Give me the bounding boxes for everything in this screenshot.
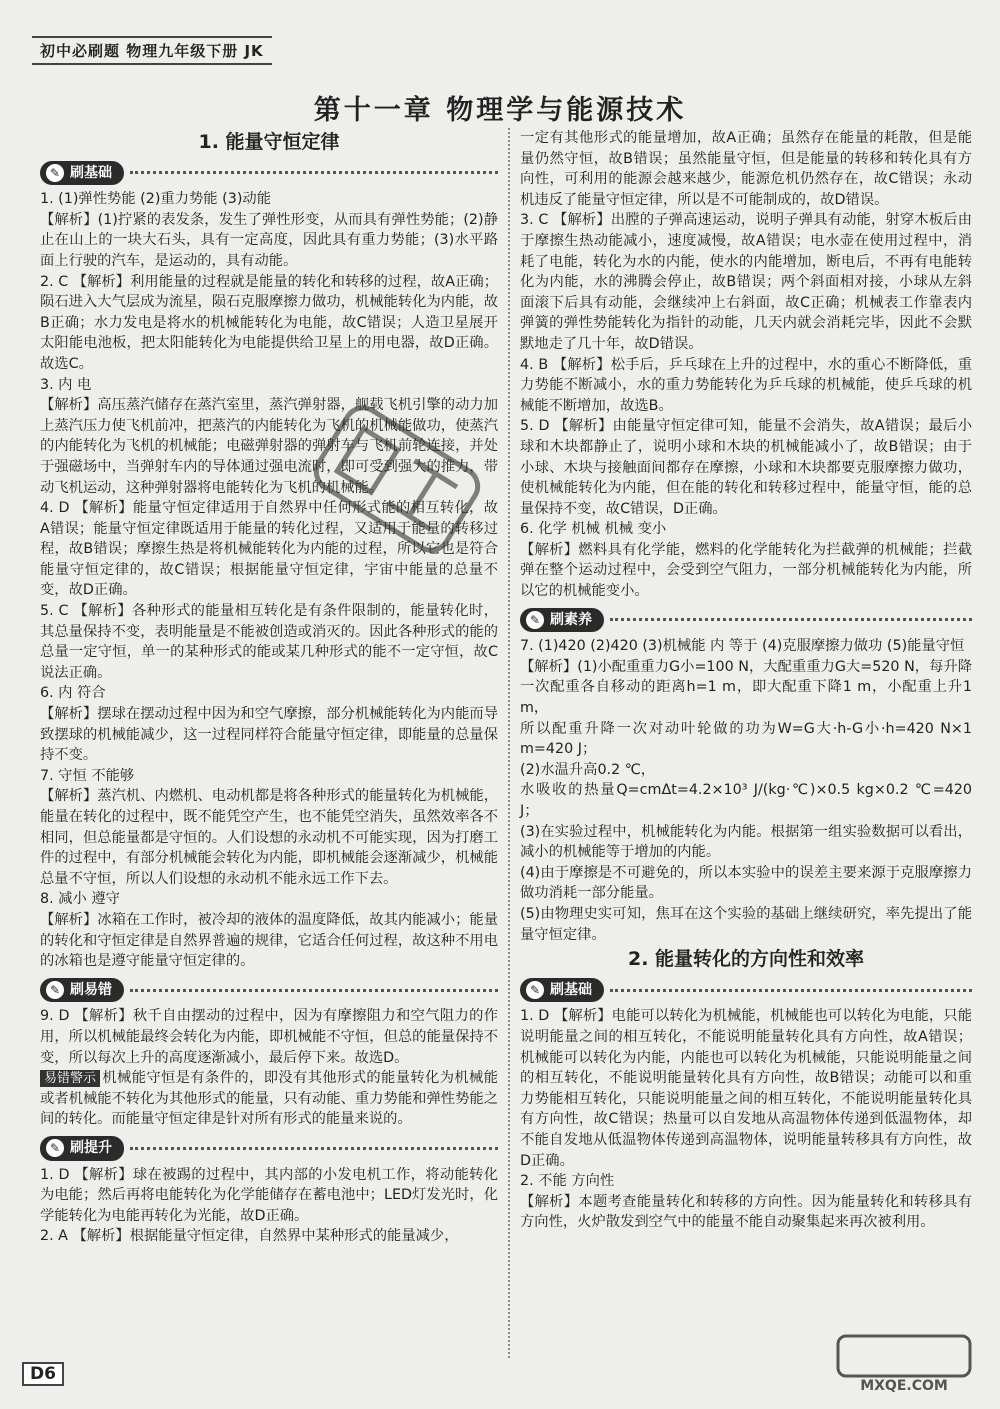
dotted-rule — [610, 618, 972, 621]
answer-line: 【解析】摆球在摆动过程中因为和空气摩擦，部分机械能转化为内能而导致摆球的机械能减少，这一过程同样符合能量守恒定律，即能量的总量保持不变。 — [40, 706, 498, 764]
answer-line: 【解析】燃料具有化学能，燃料的化学能转化为拦截弹的机械能；拦截弹在整个运动过程中，会受到空气阻力，一部分机械能转化为内能，所以它的机械能变小。 — [520, 541, 972, 600]
pen-icon: ✎ — [46, 164, 64, 182]
band-label: ✎ 刷提升 — [40, 1136, 124, 1161]
answer-line: 【解析】本题考查能量转化和转移的方向性。因为能量转化和转移具有方向性，火炉散发到空气中的能量不能自动聚集起来再次被利用。 — [520, 1193, 972, 1231]
answer-line: 4. D 【解析】能量守恒定律适用于自然界中任何形式能的相互转化，故A错误；能量守恒定律既适用于能量的转化过程，又适用于能量的转移过程，故B错误；摩擦生热是将机械能转化为内能的过程，所以它也是符合能量守恒定律的，故C错误；根据能量守恒定律，宇宙中能量的总量不变，故D正确。 — [40, 500, 498, 599]
band-basic-2 — [520, 978, 972, 1003]
band-basic — [40, 161, 498, 186]
answer-line: 【解析】蒸汽机、内燃机、电动机都是将各种形式的能量转化为机械能，能量在转化的过程中，既不能凭空产生，也不能凭空消失，虽然效率各不相同，但总能量都是守恒的。人们设想的永动机不可能实现，因为打磨工件的过程中，有部分机械能会转化为内能，即机械能会逐渐减少，机械能总量不守恒，所以人们设想的永动机不能永远工作下去。 — [40, 788, 498, 887]
warning-label: 易错警示 — [40, 1070, 100, 1087]
band-error — [40, 978, 498, 1003]
answer-line: 【解析】冰箱在工作时，被冷却的液体的温度降低，故其内能减小；能量的转化和守恒定律是自然界普遍的规律，它适合任何过程，故这种不用电的冰箱也是遵守能量守恒定律的。 — [40, 911, 498, 970]
answer-line: (3)在实验过程中，机械能转化为内能。根据第一组实验数据可以看出，减小的机械能等于增加的内能。 — [520, 823, 972, 861]
answer-line: 2. A 【解析】根据能量守恒定律，自然界中某种形式的能量减少， — [40, 1228, 459, 1245]
dotted-rule — [610, 989, 972, 992]
answer-line: 【解析】(1)小配重重力G小=100 N，大配重重力G大=520 N，每升降一次配重各自移动的距离h=1 m，即大配重下降1 m，小配重上升1 m， — [520, 658, 972, 717]
answer-line: (4)由于摩擦是不可避免的，所以本实验中的误差主要来源于克服摩擦力做功消耗一部分能量。 — [520, 864, 972, 902]
warning-note: 易错警示 机械能守恒是有条件的，即没有其他形式的能量转化为机械能或者机械能不转化为其他形式的能量，只有动能、重力势能和弹性势能之间的转化。而能量守恒定律是针对所有形式的能量来说的。 — [40, 1070, 498, 1128]
pen-icon: ✎ — [526, 611, 544, 629]
answer-line: 5. D 【解析】由能量守恒定律可知，能量不会消失，故A错误；最后小球和木块都静止了，说明小球和木块的机械能减小了，故B错误；由于小球、木块与接触面间都存在摩擦，小球和木块都要克服摩擦力做功，使机械能转化为内能，但在能的转化和转移过程中，能量守恒，能的总量保持不变，故C错误，D正确。 — [520, 418, 972, 517]
answer-line: (2)水温升高0.2 ℃， — [520, 761, 656, 778]
answer-line: 水吸收的热量Q=cmΔt=4.2×10³ J/(kg·℃)×0.5 kg×0.2 ℃=420 J； — [520, 782, 972, 819]
answer-line: 8. 减小 遵守 — [40, 891, 120, 908]
band-quality — [520, 608, 972, 633]
watermark-stamp — [292, 374, 502, 584]
brand-logo — [834, 1332, 974, 1396]
answer-line: (5)由物理史实可知，焦耳在这个实验的基础上继续研究，率先提出了能量守恒定律。 — [520, 905, 972, 943]
answer-line: 【解析】高压蒸汽储存在蒸汽室里，蒸汽弹射器，舰载飞机引擎的动力加上蒸汽压力使飞机前冲，把蒸汽的内能转化为飞机的机械能做功，使蒸汽的内能转化为飞机的机械能；电磁弹射器的弹射车与飞机前轮连接，并处于强磁场中，当弹射车内的导体通过强电流时，即可受到强大的推力，带动飞机运动，这种弹射器将电能转化为飞机的机械能。 — [40, 397, 498, 496]
answer-line: 6. 化学 机械 机械 变小 — [520, 521, 667, 538]
answer-line: 1. D 【解析】电能可以转化为机械能，机械能也可以转化为电能，只能说明能量之间的相互转化，不能说明能量转化具有方向性，故A错误；机械能可以转化为内能，内能也可以转化为机械能，只能说明能量之间的相互转化，不能说明能量转化具有方向性，故B错误；动能可以和重力势能相互转化，只能说明能量之间的相互转化，不能说明能量转化具有方向性，故C错误；热量可以自发地从高温物体传递到低温物体，却不能自发地从低温物体传递到高温物体，说明能量转移具有方向性，故D正确。 — [520, 1008, 972, 1169]
band-up — [40, 1136, 498, 1161]
answer-line: 2. C 【解析】利用能量的过程就是能量的转化和转移的过程，故A正确；陨石进入大气层成为流星，陨石克服摩擦力做功，机械能转化为内能，故B正确；水力发电是将水的机械能转化为电能，故C错误；人造卫星展开太阳能电池板，把太阳能转化为电能提供给卫星上的用电器，故D正确。故选C。 — [40, 273, 498, 372]
pen-icon: ✎ — [526, 981, 544, 999]
dotted-rule — [130, 989, 498, 992]
answer-line: 3. C 【解析】出膛的子弹高速运动，说明子弹具有动能，射穿木板后由于摩擦生热动能减小，速度减慢，故A错误；电水壶在使用过程中，消耗了电能，转化为水的内能，使水的内能增加，断电后，不再有电能转化为内能，水的沸腾会停止，故B错误；两个斜面相对接，小球从左斜面滚下后具有动能，会继续冲上右斜面，故C正确；机械表工作靠表内弹簧的弹性势能转化为指针的动能，几天内就会消耗完毕，因此不会默默地走了几十年，故D错误。 — [520, 212, 972, 352]
pen-icon: ✎ — [46, 1139, 64, 1157]
band-label: ✎ 刷素养 — [520, 608, 604, 633]
answer-line: 6. 内 符合 — [40, 685, 106, 702]
section-title-1: 1. 能量守恒定律 — [198, 131, 340, 153]
column-divider — [508, 128, 510, 1358]
chapter-title: 第十一章 物理学与能源技术 — [313, 95, 687, 126]
section-title-2: 2. 能量转化的方向性和效率 — [627, 948, 865, 971]
answer-line: 1. D 【解析】球在被踢的过程中，其内部的小发电机工作，将动能转化为电能；然后再将电能转化为化学能储存在蓄电池中；LED灯发光时，化学能转化为电能再转化为光能，故D正确。 — [40, 1166, 498, 1224]
page-number: D6 — [22, 1362, 64, 1386]
dotted-rule — [130, 171, 498, 174]
band-label: ✎ 刷基础 — [40, 161, 124, 186]
book-header: 初中必刷题 物理九年级下册 JK — [32, 36, 272, 65]
right-column — [520, 128, 972, 1233]
answer-line: 2. 不能 方向性 — [520, 1173, 615, 1190]
answer-line: 7. 守恒 不能够 — [40, 767, 135, 784]
answer-line: 所以配重升降一次对动叶轮做的功为W=G大·h-G小·h=420 N×1 m=420 J； — [520, 720, 972, 758]
answer-line: 1. (1)弹性势能 (2)重力势能 (3)动能 — [40, 191, 271, 208]
answer-line: 5. C 【解析】各种形式的能量相互转化是有条件限制的，能量转化时，其总量保持不变，表明能量是不能被创造或消灭的。因此各种形式的能的总量一定守恒，单一的某种形式的能或某几种形式的能不一定守恒，故C说法正确。 — [40, 603, 498, 681]
pen-icon: ✎ — [46, 981, 64, 999]
answer-line: 7. (1)420 (2)420 (3)机械能 内 等于 (4)克服摩擦力做功 (5)能量守恒 — [520, 638, 965, 655]
answer-line: 【解析】(1)拧紧的表发条，发生了弹性形变，从而具有弹性势能；(2)静止在山上的一块大石头，具有一定高度，因此具有重力势能；(3)水平路面上行驶的汽车，是运动的，具有动能。 — [40, 211, 498, 269]
dotted-rule — [130, 1147, 498, 1150]
answer-line: 一定有其他形式的能量增加，故A正确；虽然存在能量的耗散，但是能量仍然守恒，故B错误；虽然能量守恒，但是能量的转移和转化具有方向性，可利用的能源会越来越少，能源危机仍然存在，故C错误；永动机违反了能量守恒定律，所以是不可能制成的，故D错误。 — [520, 130, 972, 208]
answer-line: 3. 内 电 — [40, 376, 92, 393]
brand-url: MXQE.COM — [860, 1378, 948, 1394]
band-label: ✎ 刷易错 — [40, 978, 124, 1003]
answer-line: 9. D 【解析】秋千自由摆动的过程中，因为有摩擦阻力和空气阻力的作用，所以机械能最终会转化为内能，即机械能不守恒，但总的能量保持不变，所以每次上升的高度逐渐减小，最后停下来。故选D。 — [40, 1008, 498, 1066]
left-column — [40, 128, 498, 1247]
answer-line: 4. B 【解析】松手后，乒乓球在上升的过程中，水的重心不断降低，重力势能不断减小，水的重力势能转化为乒乓球的机械能，使乒乓球的机械能不断增加，故选B。 — [520, 356, 972, 414]
band-label: ✎ 刷基础 — [520, 978, 604, 1003]
